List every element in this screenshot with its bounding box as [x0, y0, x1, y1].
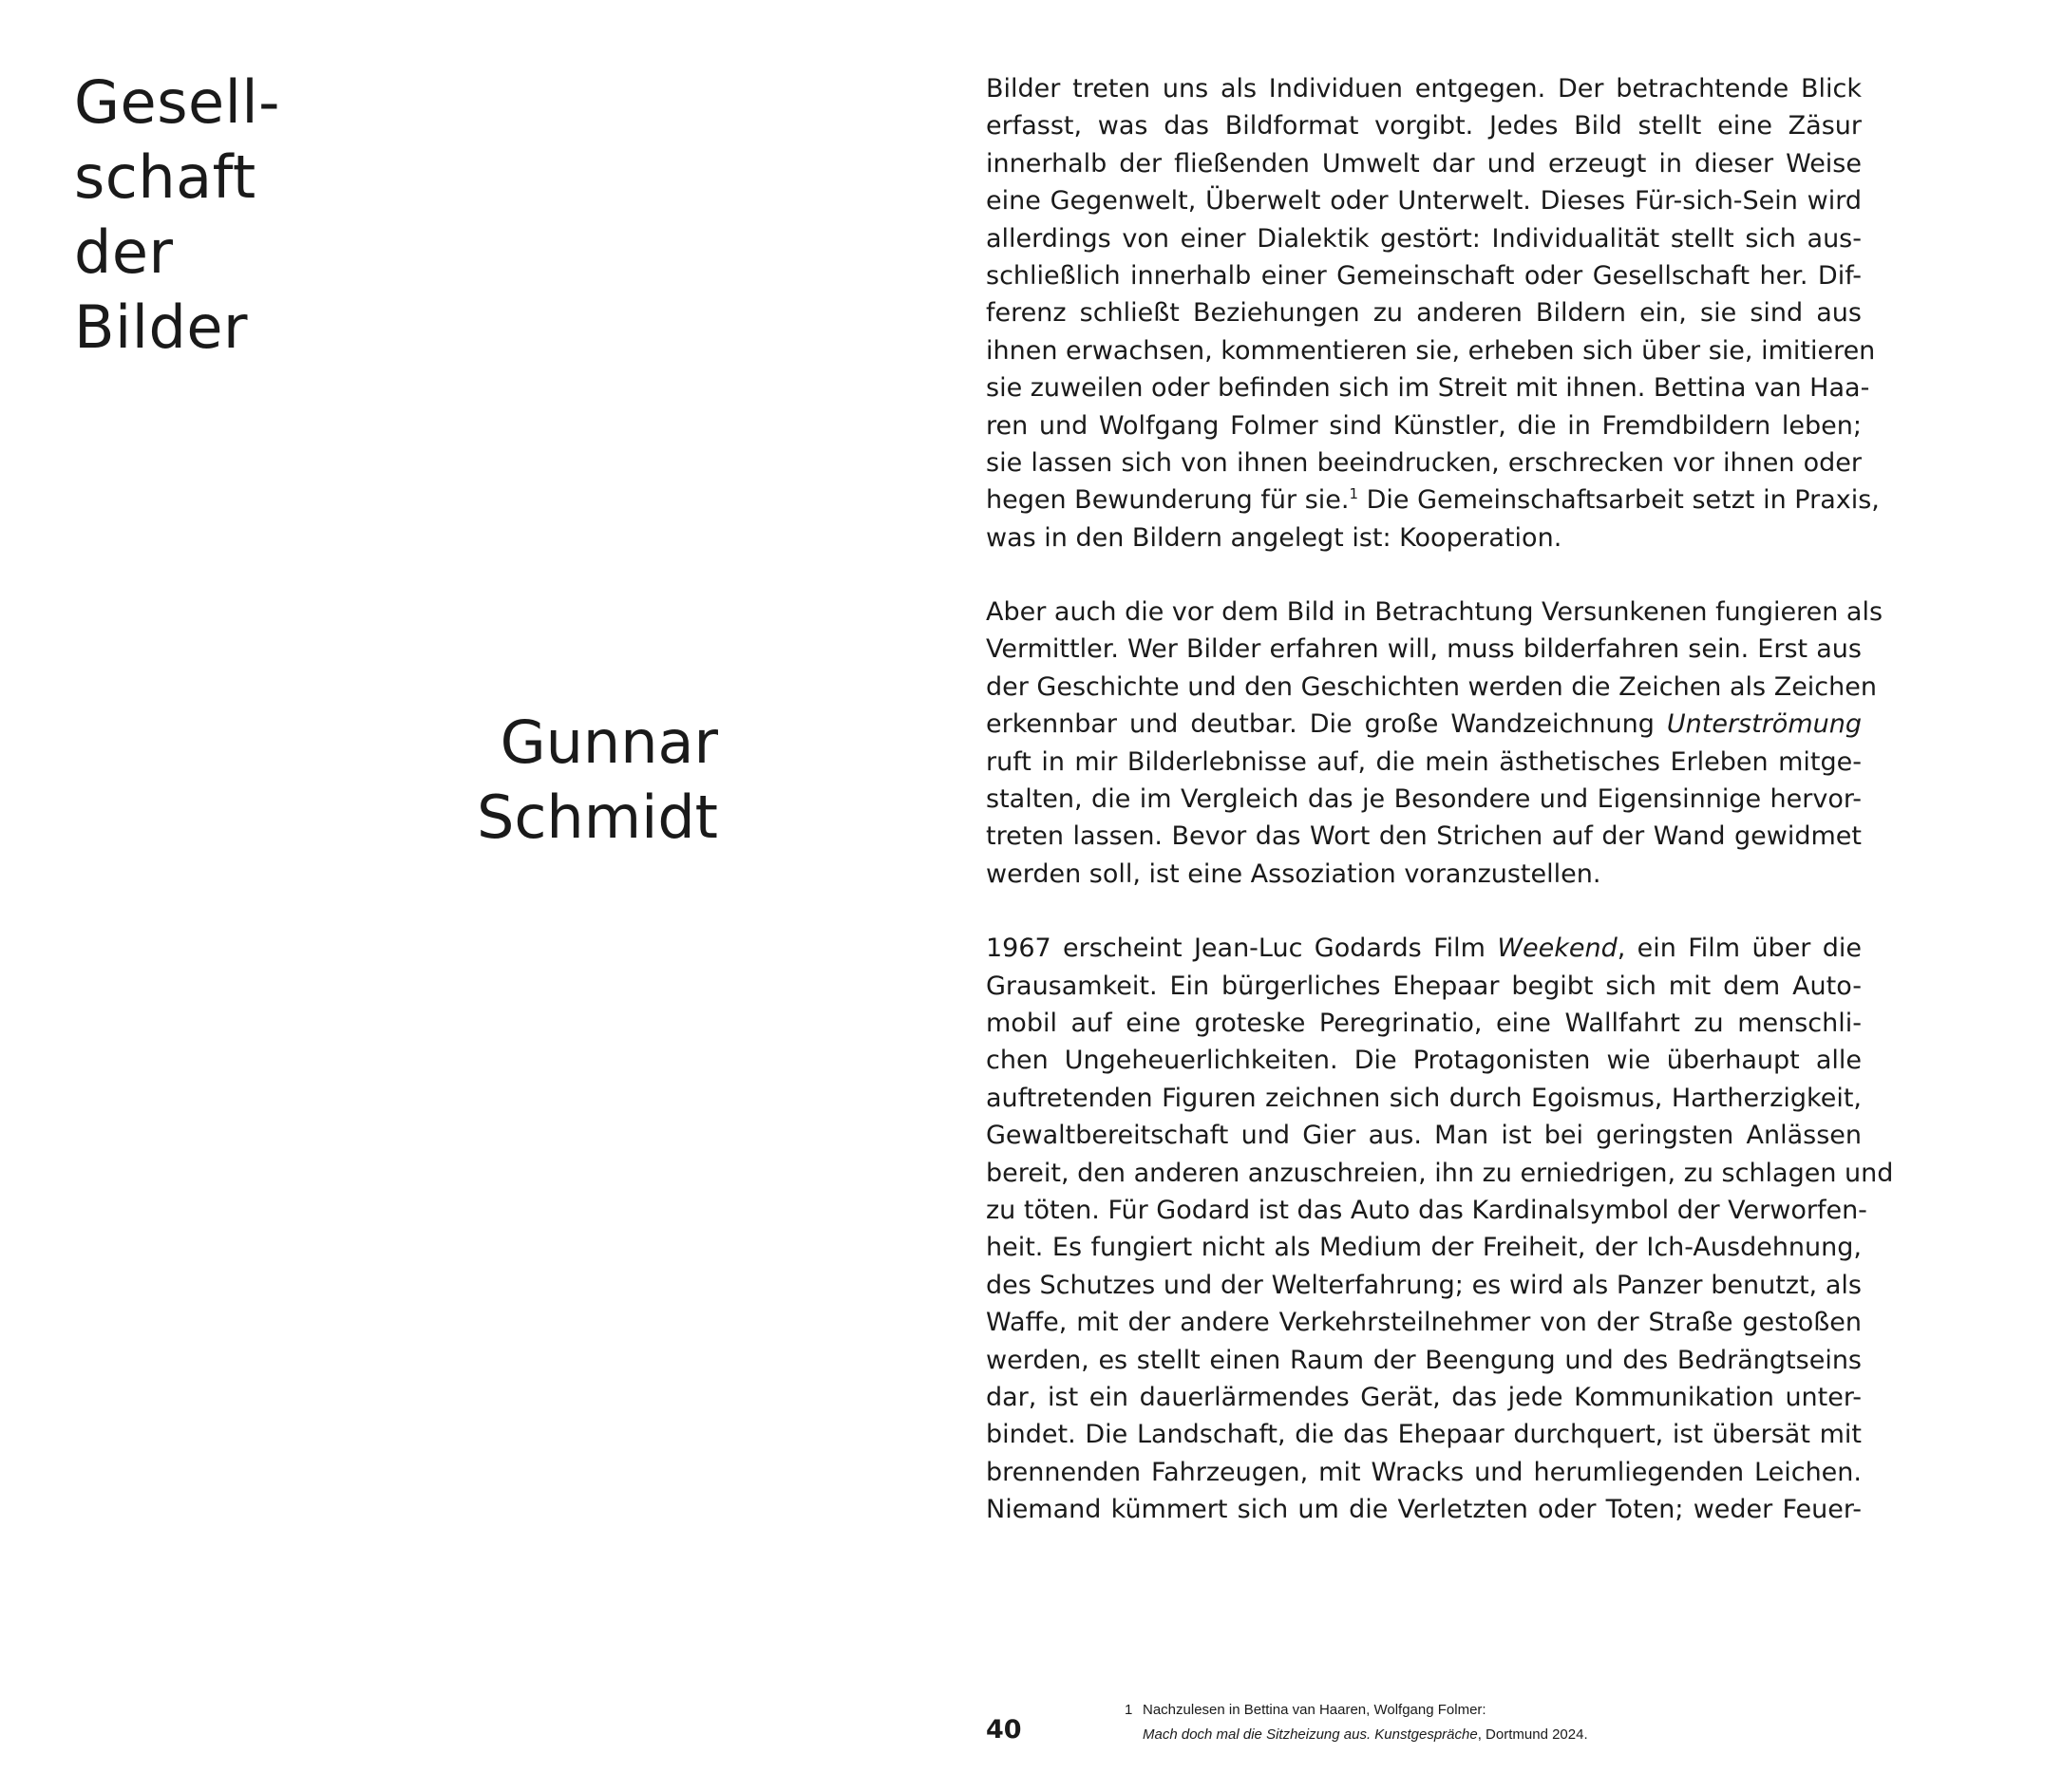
text-line: ihnen erwachsen, kommentieren sie, erheben sich über sie, imitieren: [986, 335, 1876, 366]
text-line: schließlich innerhalb einer Gemeinschaft oder Gesellschaft her. Dif-: [986, 260, 1862, 291]
book-title: Mach doch mal die Sitzheizung aus. Kunstgespräche: [1143, 1726, 1478, 1743]
text-line: Niemand kümmert sich um die Verletzten oder Toten; weder Feuer-: [986, 1495, 1862, 1525]
text-line: treten lassen. Bevor das Wort den Strichen auf der Wand gewidmet: [986, 821, 1862, 852]
text-line: bindet. Die Landschaft, die das Ehepaar durchquert, ist übersät mit: [986, 1420, 1862, 1450]
text-line: auftretenden Figuren zeichnen sich durch Egoismus, Hartherzigkeit,: [986, 1083, 1862, 1113]
paragraph-2: [986, 594, 1883, 893]
author-first-name: Gunnar: [500, 707, 718, 777]
text-line: Vermittler. Wer Bilder erfahren will, muss bilderfahren sein. Erst aus: [986, 634, 1862, 665]
text-line: ruft in mir Bilderlebnisse auf, die mein ästhetisches Erleben mitge-: [986, 746, 1862, 777]
text-line: mobil auf eine groteske Peregrinatio, eine Wallfahrt zu menschli-: [986, 1008, 1862, 1038]
text-line: sie zuweilen oder befinden sich im Streit mit ihnen. Bettina van Haa-: [986, 373, 1870, 404]
chapter-title-line: Bilder: [74, 292, 248, 362]
text-line: Grausamkeit. Ein bürgerliches Ehepaar begibt sich mit dem Auto-: [986, 971, 1862, 1001]
text-segment: erkennbar und deutbar. Die große Wandzeichnung: [986, 709, 1667, 740]
text-line: was in den Bildern angelegt ist: Kooperation.: [986, 522, 1562, 553]
text-line: chen Ungeheuerlichkeiten. Die Protagonisten wie überhaupt alle: [986, 1046, 1862, 1076]
text-line: Aber auch die vor dem Bild in Betrachtung Versunkenen fungieren als: [986, 597, 1883, 628]
text-line: Bilder treten uns als Individuen entgegen. Der betrachtende Blick: [986, 74, 1862, 104]
text-line: brennenden Fahrzeugen, mit Wracks und herumliegenden Leichen.: [986, 1457, 1862, 1487]
text-segment: Die Gemeinschaftsarbeit setzt in Praxis,: [1358, 485, 1880, 516]
text-line: zu töten. Für Godard ist das Auto das Kardinalsymbol der Verworfen-: [986, 1195, 1867, 1225]
text-line: dar, ist ein dauerlärmendes Gerät, das jede Kommunikation unter-: [986, 1382, 1862, 1412]
film-title: Weekend: [1497, 934, 1618, 964]
author-name: [285, 705, 718, 855]
text-line: heit. Es fungiert nicht als Medium der Freiheit, der Ich-Ausdehnung,: [986, 1233, 1862, 1263]
text-line: allerdings von einer Dialektik gestört: Individualität stellt sich aus-: [986, 223, 1862, 254]
chapter-title: [74, 65, 280, 365]
text-segment: , ein Film über die: [1617, 934, 1862, 964]
footnote-reference: 1: [1349, 485, 1359, 503]
text-segment: hegen Bewunderung für sie.: [986, 485, 1350, 516]
footnote-number: 1: [1125, 1702, 1133, 1718]
text-line: [986, 930, 1862, 967]
page-number: 40: [986, 1715, 1022, 1745]
text-line: erfasst, was das Bildformat vorgibt. Jedes Bild stellt eine Zäsur: [986, 111, 1862, 141]
footnote-line: Nachzulesen in Bettina van Haaren, Wolfgang Folmer:: [1143, 1702, 1486, 1718]
body-text: [986, 70, 1894, 1565]
text-segment: , Dortmund 2024.: [1477, 1726, 1588, 1743]
text-line: Gewaltbereitschaft und Gier aus. Man ist bei geringsten Anlässen: [986, 1121, 1862, 1151]
text-line: ferenz schließt Beziehungen zu anderen Bildern ein, sie sind aus: [986, 298, 1862, 329]
chapter-title-line: der: [74, 217, 174, 287]
text-line: [986, 706, 1862, 743]
text-line: der Geschichte und den Geschichten werden die Zeichen als Zeichen: [986, 671, 1877, 702]
text-line: stalten, die im Vergleich das je Besondere und Eigensinnige hervor-: [986, 784, 1862, 815]
text-line: des Schutzes und der Welterfahrung; es wird als Panzer benutzt, als: [986, 1270, 1862, 1300]
paragraph-3: [986, 930, 1894, 1528]
artwork-title: Unterströmung: [1666, 709, 1862, 740]
paragraph-1: [986, 70, 1880, 556]
footnote-line: [1125, 1723, 1588, 1747]
text-line: eine Gegenwelt, Überwelt oder Unterwelt. Dieses Für-sich-Sein wird: [986, 186, 1862, 217]
footnote: [1125, 1698, 1588, 1747]
author-last-name: Schmidt: [476, 783, 718, 852]
text-line: werden soll, ist eine Assoziation voranzustellen.: [986, 858, 1601, 889]
text-line: bereit, den anderen anzuschreien, ihn zu erniedrigen, zu schlagen und: [986, 1158, 1894, 1188]
text-line: innerhalb der fließenden Umwelt dar und erzeugt in dieser Weise: [986, 148, 1862, 179]
chapter-title-line: Gesell-: [74, 67, 280, 137]
text-line: werden, es stellt einen Raum der Beengung und des Bedrängtseins: [986, 1345, 1862, 1375]
text-line: Waffe, mit der andere Verkehrsteilnehmer von der Straße gestoßen: [986, 1308, 1862, 1338]
text-line: ren und Wolfgang Folmer sind Künstler, die in Fremdbildern leben;: [986, 410, 1862, 441]
text-segment: 1967 erscheint Jean-Luc Godards Film: [986, 934, 1498, 964]
chapter-title-line: schaft: [74, 142, 256, 212]
text-line: [986, 481, 1880, 519]
text-line: sie lassen sich von ihnen beeindrucken, erschrecken vor ihnen oder: [986, 447, 1862, 478]
